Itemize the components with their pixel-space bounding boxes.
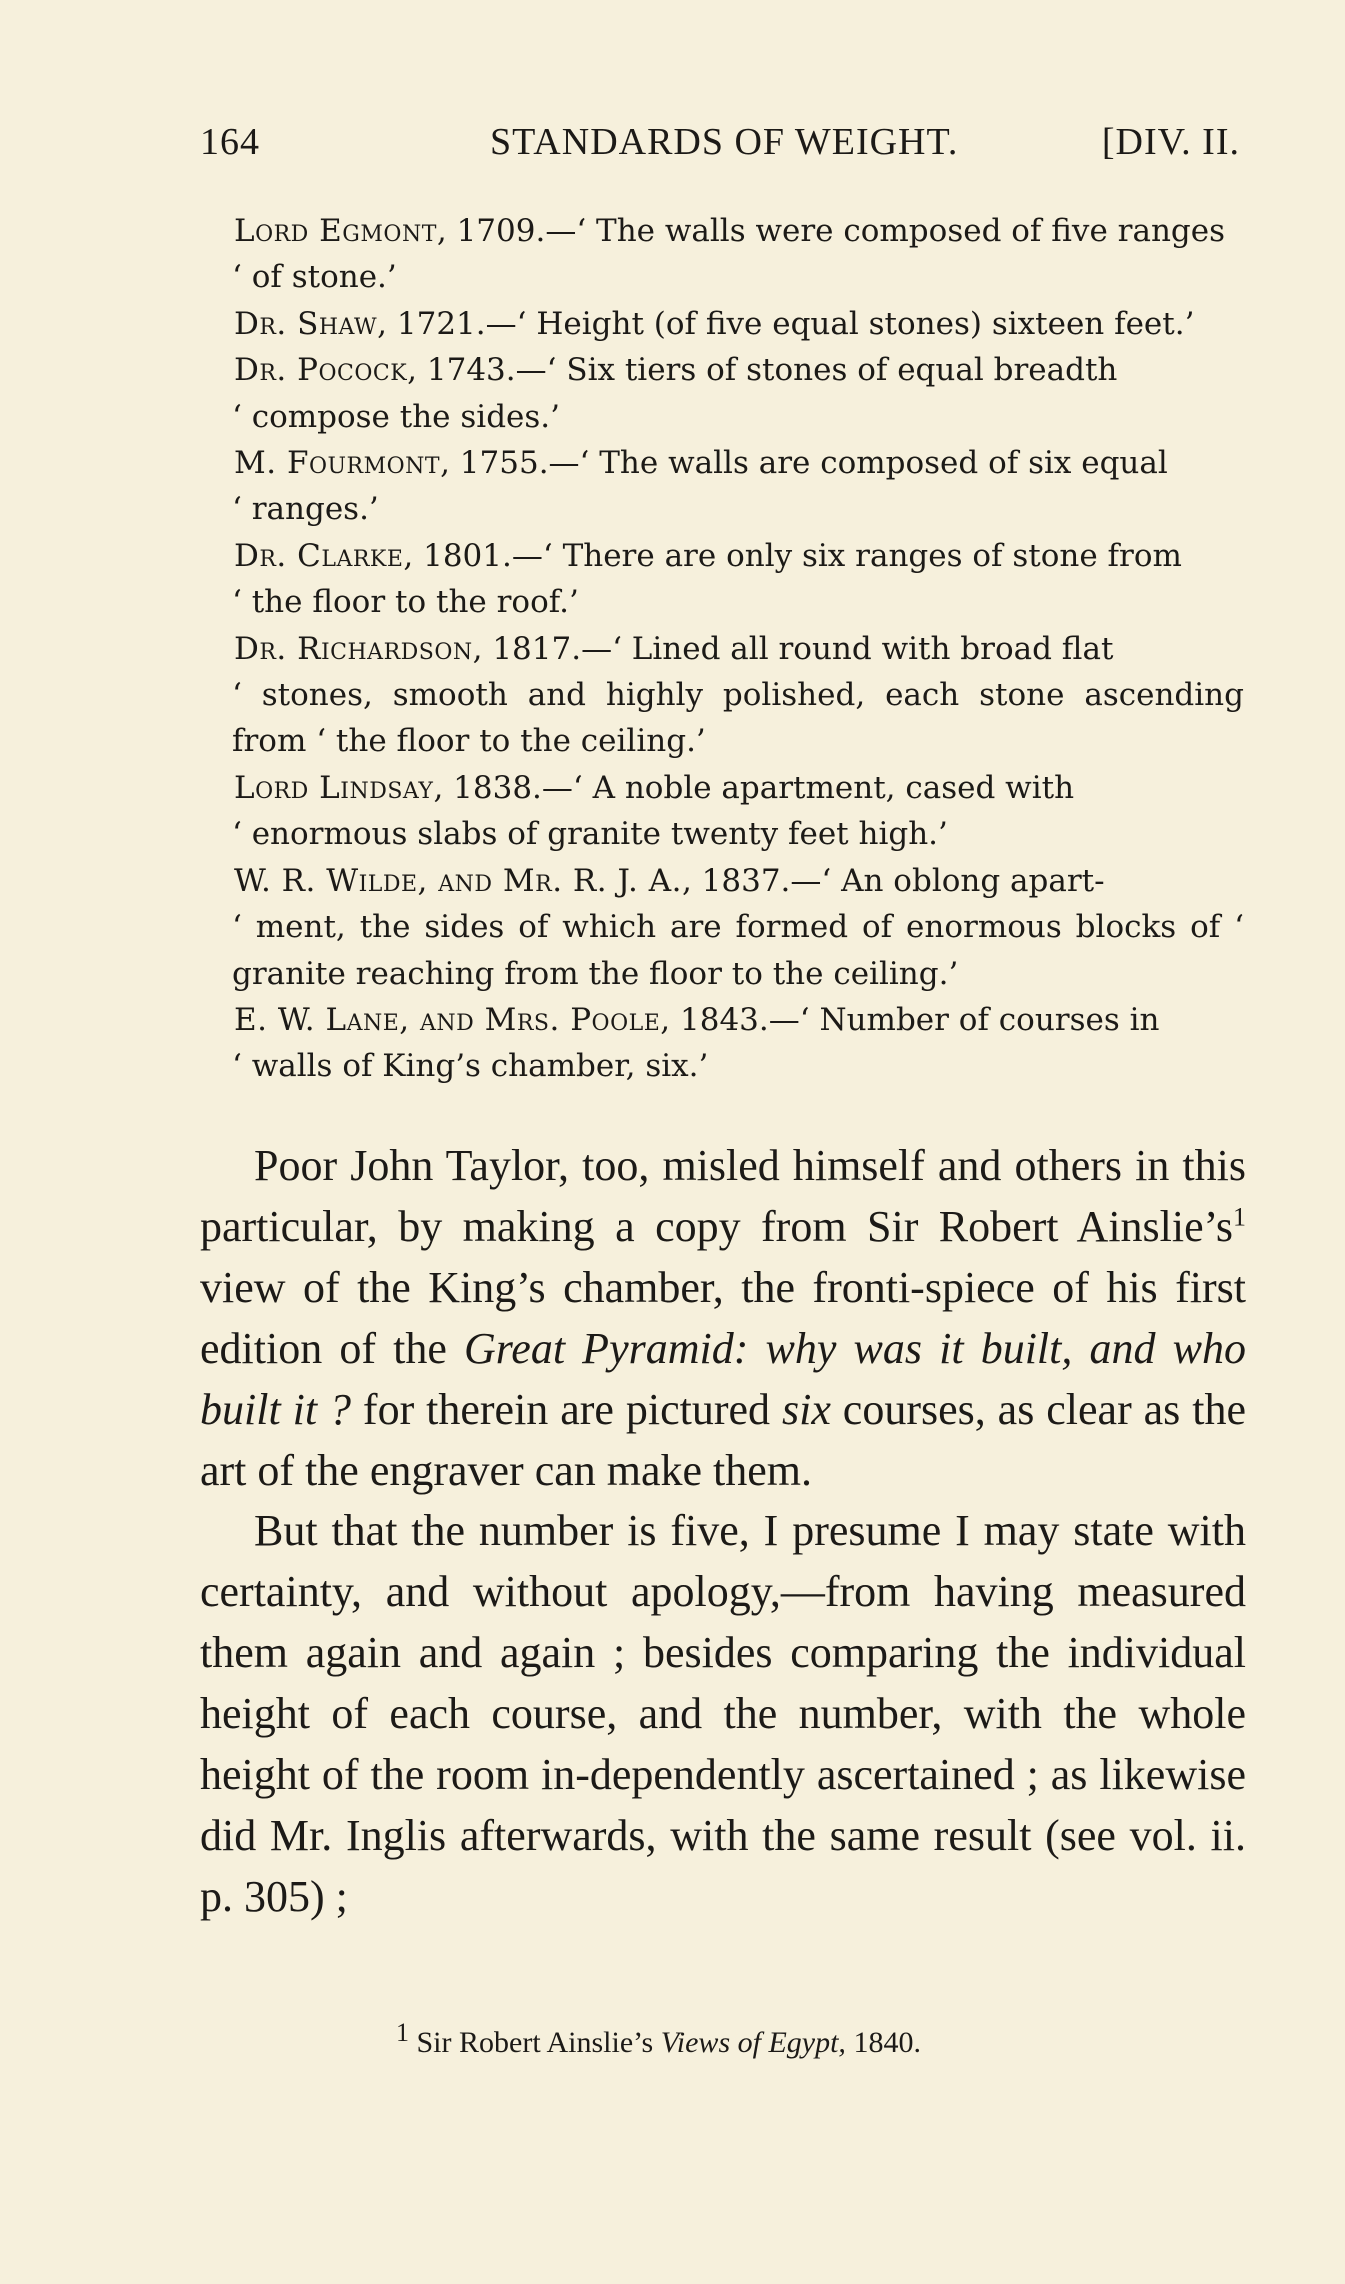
quote-author: W. R. Wilde, and Mr. R. J. A. (234, 862, 682, 899)
quote-clarke (232, 533, 1244, 626)
quote-shaw (232, 301, 1244, 347)
quote-continuation: ‘ compose the sides.’ (232, 398, 560, 435)
footnote-text: Sir Robert Ainslie’s (409, 2026, 661, 2059)
quote-continuation: ‘ of stone.’ (232, 259, 397, 296)
footnote-reference: 1 (1233, 1202, 1246, 1232)
quote-text: , 1837.—‘ An oblong apart- (681, 862, 1105, 899)
quote-author: Lord Lindsay (234, 769, 434, 806)
quote-lane (232, 997, 1244, 1090)
quote-author: Dr. Pocock (234, 352, 408, 389)
quote-fourmont (232, 440, 1244, 533)
quote-author: E. W. Lane, and Mrs. Poole (234, 1001, 661, 1038)
quote-continuation: ‘ walls of King’s chamber, six.’ (232, 1048, 709, 1085)
paragraph-text: courses, as clear as the art of the engraver can make them. (200, 1384, 1246, 1495)
quotation-list (232, 208, 1244, 1090)
quote-text: , 1743.—‘ Six tiers of stones of equal breadth (407, 352, 1118, 389)
quote-continuation: ‘ the floor to the roof.’ (232, 584, 579, 621)
quote-continuation: ‘ ranges.’ (232, 491, 379, 528)
running-header (200, 120, 1240, 180)
running-title: STANDARDS OF WEIGHT. (490, 121, 959, 163)
paragraph-text: Poor John Taylor, too, misled himself and others in this particular, by making a copy from Sir Robert Ainslie’s (200, 1141, 1246, 1251)
footnote-text: 1840. (845, 2026, 921, 2059)
footnote (396, 2018, 921, 2060)
footnote-title: Views of Egypt, (660, 2026, 846, 2059)
quote-continuation: ‘ enormous slabs of granite twenty feet high.’ (232, 816, 948, 853)
paragraph-text: view of the King’s chamber, the fronti-spiece of his first edition of the (200, 1262, 1246, 1373)
quote-text: , 1843.—‘ Number of courses in (660, 1001, 1160, 1038)
quote-wilde (232, 858, 1244, 997)
quote-author: Dr. Shaw (234, 305, 378, 342)
page-number: 164 (200, 121, 260, 163)
quote-text: , 1755.—‘ The walls are composed of six equal (440, 445, 1168, 482)
quote-author: M. Fourmont (234, 445, 441, 482)
quote-author: Dr. Clarke (234, 537, 404, 574)
quote-text: , 1838.—‘ A noble apartment, cased with (433, 769, 1075, 806)
quote-text: , 1709.—‘ The walls were composed of five ranges (436, 213, 1226, 249)
quote-continuation: ‘ ment, the sides of which are formed of enormous blocks of ‘ granite reaching from the floor to the ceiling.’ (232, 909, 1244, 992)
quote-richardson (232, 626, 1244, 765)
quote-author: Lord Egmont (234, 213, 437, 249)
body-text (200, 1136, 1246, 1928)
quote-text: , 1817.—‘ Lined all round with broad flat (472, 630, 1114, 667)
quote-lindsay (232, 765, 1244, 858)
book-title: Great Pyramid: why was it built, and who built it ? (200, 1323, 1247, 1434)
emphasis-six: six (781, 1384, 831, 1434)
quote-text: , 1721.—‘ Height (of five equal stones) sixteen feet.’ (377, 305, 1195, 342)
footnote-mark: 1 (396, 2018, 409, 2047)
quote-author: Dr. Richardson (234, 630, 473, 667)
quote-pocock (232, 347, 1244, 440)
division-label: [DIV. II. (1101, 121, 1240, 163)
quote-egmont (232, 208, 1244, 301)
quote-text: , 1801.—‘ There are only six ranges of stone from (403, 537, 1182, 574)
paragraph-taylor (200, 1136, 1246, 1501)
paragraph-five-courses: But that the number is five, I presume I may state with certainty, and without apology,—from having measured them again and again ; besides comparing the individual height of each course, and the number, with the whole height of the room in-dependently ascertained ; as likewise did Mr. Inglis afterwards, with the same result (see vol. ii. p. 305) ; (200, 1506, 1246, 1921)
paragraph-text: for therein are pictured (350, 1384, 782, 1434)
quote-continuation: ‘ stones, smooth and highly polished, each stone ascending from ‘ the floor to the ceiling.’ (232, 677, 1244, 760)
